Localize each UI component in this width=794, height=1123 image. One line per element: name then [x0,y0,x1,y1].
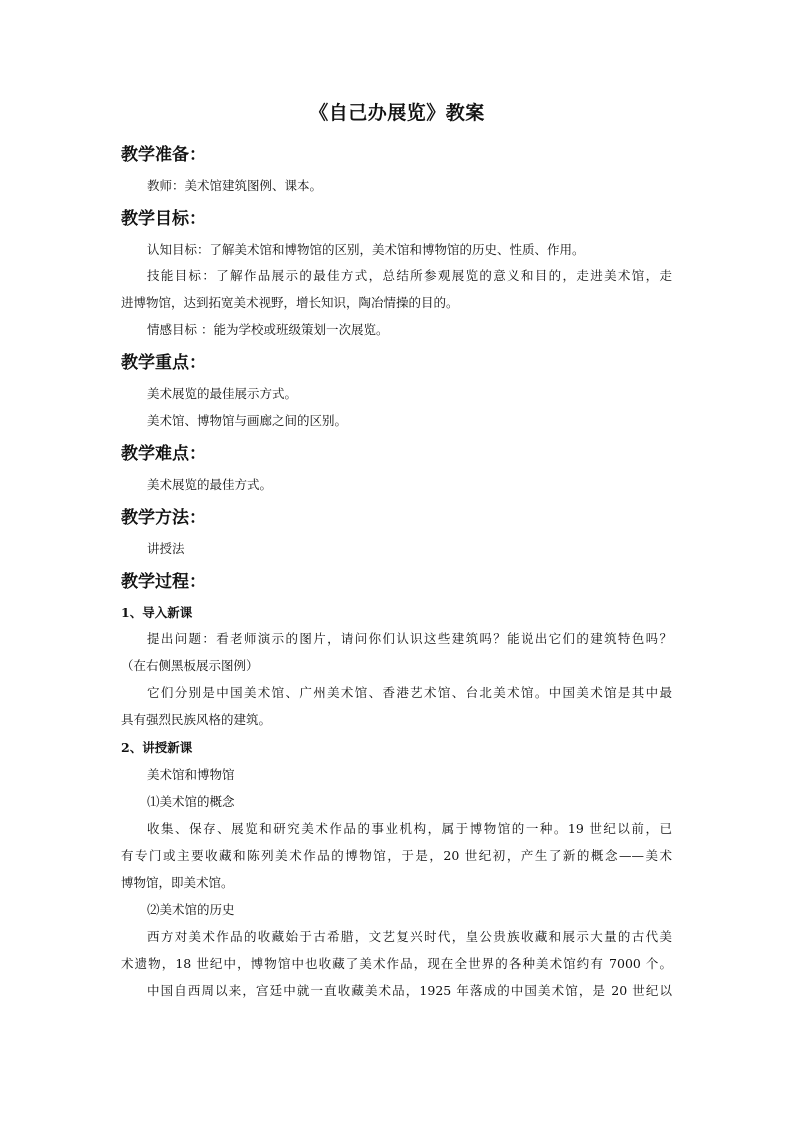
section-2-item1-title: ⑴美术馆的概念 [147,794,235,809]
section-2-item2-line3: 中国自西周以来，宫廷中就一直收藏美术品，1925 年落成的中国美术馆，是 20 世纪以 [147,983,672,998]
paragraph-goal-knowledge: 认知目标：了解美术馆和博物馆的区别，美术馆和博物馆的历史、性质、作用。 [147,242,585,257]
heading-preparation: 教学准备： [121,145,206,165]
paragraph-goal-skill-line1: 技能目标：了解作品展示的最佳方式，总结所参观展览的意义和目的，走进美术馆，走 [147,268,672,283]
heading-difficulties: 教学难点： [121,444,206,464]
section-2-item1-line3: 博物馆，即美术馆。 [121,875,234,890]
heading-goals: 教学目标： [121,209,206,229]
paragraph-method-1: 讲授法 [147,541,185,556]
section-1-para1-line2: （在右侧黑板展示图例） [121,658,259,673]
section-1-para2-line2: 具有强烈民族风格的建筑。 [121,712,272,727]
paragraph-goal-skill-line2: 进博物馆，达到拓宽美术视野，增长知识，陶冶情操的目的。 [121,295,459,310]
section-2-item2-line2: 术遗物，18 世纪中，博物馆中也收藏了美术作品，现在全世界的各种美术馆约有 7000 个。 [121,956,672,971]
paragraph-prep-teacher: 教师：美术馆建筑图例、课本。 [147,178,323,193]
section-1-para2-line1: 它们分别是中国美术馆、广州美术馆、香港艺术馆、台北美术馆。中国美术馆是其中最 [147,685,672,700]
section-2-item1-line1: 收集、保存、展览和研究美术作品的事业机构，属于博物馆的一种。19 世纪以前，已 [147,821,672,836]
section-2-item2-title: ⑵美术馆的历史 [147,902,235,917]
heading-key-points: 教学重点： [121,353,206,373]
heading-methods: 教学方法： [121,508,206,528]
section-2-title: 2、讲授新课 [121,740,193,755]
paragraph-key-2: 美术馆、博物馆与画廊之间的区别。 [147,413,348,428]
section-1-para1-line1: 提出问题：看老师演示的图片，请问你们认识这些建筑吗？能说出它们的建筑特色吗？ [147,631,672,646]
section-1-title: 1、导入新课 [121,605,193,620]
paragraph-goal-emotion: 情感目标 ：能为学校或班级策划一次展览。 [147,322,389,337]
document-title: 《自己办展览》教案 [309,102,485,124]
section-2-topic: 美术馆和博物馆 [147,767,235,782]
heading-process: 教学过程： [121,572,206,592]
section-2-item2-line1: 西方对美术作品的收藏始于古希腊，文艺复兴时代，皇公贵族收藏和展示大量的古代美 [147,929,672,944]
section-2-item1-line2: 有专门或主要收藏和陈列美术作品的博物馆，于是，20 世纪初，产生了新的概念——美术 [121,848,672,863]
paragraph-key-1: 美术展览的最佳展示方式。 [147,386,298,401]
paragraph-diff-1: 美术展览的最佳方式。 [147,477,273,492]
